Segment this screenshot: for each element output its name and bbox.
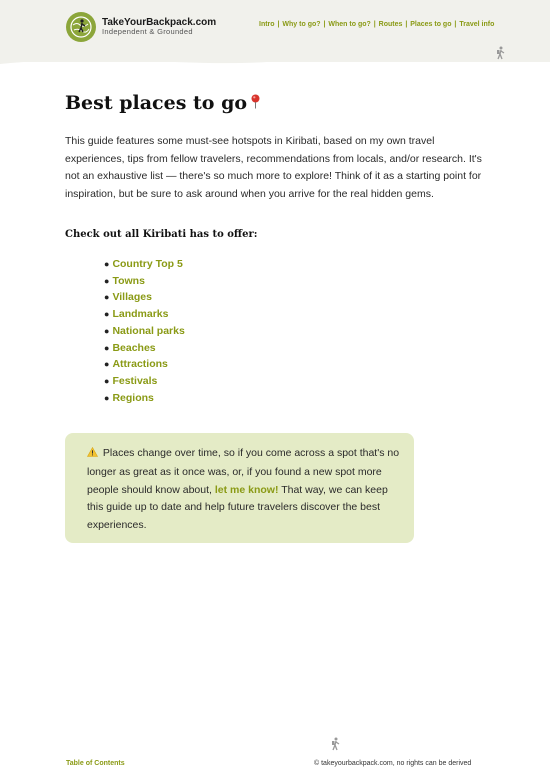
link-attractions[interactable]: Attractions xyxy=(112,358,168,371)
list-item: ● Towns xyxy=(104,274,145,287)
nav-routes[interactable]: Routes xyxy=(378,21,403,28)
link-landmarks[interactable]: Landmarks xyxy=(112,308,169,321)
list-item: ● Villages xyxy=(104,291,152,304)
intro-paragraph: This guide features some must-see hotspots in Kiribati, based on my own travel experiences, tips from fellow travelers, recommendations from locals, and/or research. It's not an exhaustive list — there's so much more to explore! Think of it as a starting point for inspiration, but be sure to ask around when you arrive for the real hidden gems. xyxy=(65,135,482,200)
callout-text-after: That way, we can keep this guide up to date and help future travelers discover the best experiences. xyxy=(87,483,388,532)
link-festivals[interactable]: Festivals xyxy=(112,374,158,387)
hiker-icon xyxy=(330,737,342,756)
feedback-callout xyxy=(65,433,414,543)
nav-intro[interactable]: Intro xyxy=(259,21,275,28)
table-of-contents-link[interactable]: Table of Contents xyxy=(66,760,125,767)
link-national-parks[interactable]: National parks xyxy=(112,324,185,337)
places-list xyxy=(104,256,185,406)
page-title-text: Best places to go xyxy=(65,92,248,114)
link-beaches[interactable]: Beaches xyxy=(112,341,156,354)
globe-hiker-icon xyxy=(66,12,96,42)
callout-text-before: Places change over time, so if you come across a spot that's no longer as great as it once was, or, if you found a new spot more people should know about, xyxy=(87,447,400,496)
section-subheading: Check out all Kiribati has to offer: xyxy=(65,229,258,240)
link-villages[interactable]: Villages xyxy=(112,291,152,304)
brand-name: TakeYourBackpack.com xyxy=(102,16,217,28)
top-nav: Intro | Why to go? | When to go? | Routes | Places to go | Travel info xyxy=(259,21,495,28)
list-item: ● Attractions xyxy=(104,358,168,371)
list-item: ● Regions xyxy=(104,391,154,404)
nav-why-to-go[interactable]: Why to go? xyxy=(282,21,321,28)
page-title xyxy=(65,92,261,114)
pin-icon xyxy=(250,92,261,114)
list-item: ● Beaches xyxy=(104,341,156,354)
brand-tagline: Independent & Grounded xyxy=(102,27,193,37)
list-item: ● Country Top 5 xyxy=(104,258,183,270)
let-me-know-link[interactable]: let me know! xyxy=(214,483,279,496)
list-item: ● Festivals xyxy=(104,374,158,387)
list-item: ● Landmarks xyxy=(104,308,169,321)
logo[interactable] xyxy=(66,12,216,42)
warning-icon xyxy=(87,446,98,464)
hiker-icon xyxy=(495,46,507,65)
footer-copyright: © takeyourbackpack.com, no rights can be derived xyxy=(314,760,472,767)
link-towns[interactable]: Towns xyxy=(112,274,145,287)
link-regions[interactable]: Regions xyxy=(112,391,154,404)
nav-when-to-go[interactable]: When to go? xyxy=(328,21,371,28)
header-wave xyxy=(0,46,550,76)
nav-travel-info[interactable]: Travel info xyxy=(459,21,495,28)
link-country-top-5[interactable]: Country Top 5 xyxy=(112,258,183,270)
nav-places-to-go[interactable]: Places to go xyxy=(410,21,452,28)
list-item: ● National parks xyxy=(104,324,185,337)
